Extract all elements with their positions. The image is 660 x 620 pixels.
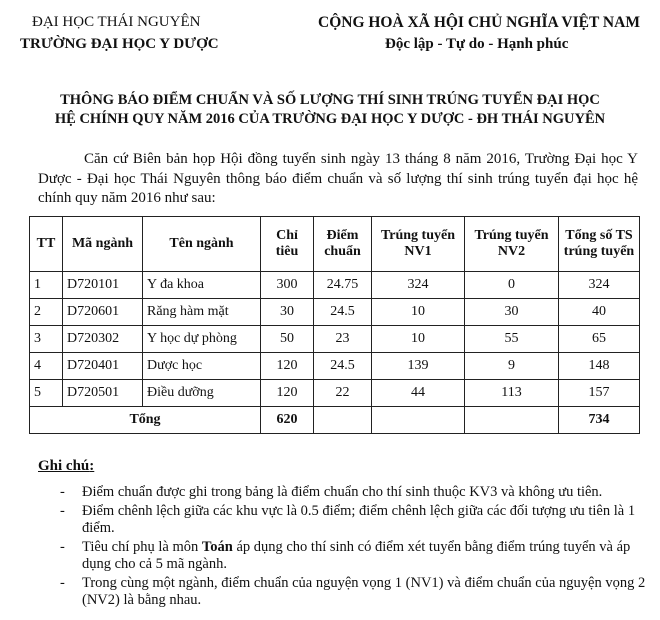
notes-list [60, 484, 648, 611]
cell-major: Y học dự phòng [143, 326, 261, 353]
note-text: Điểm chuẩn được ghi trong bảng là điểm chuẩn cho thí sinh thuộc KV3 và không ưu tiên. [82, 484, 603, 500]
note-item [60, 503, 648, 538]
cell-nv1: 324 [372, 272, 465, 299]
note-criteria-subject: Toán [201, 538, 233, 555]
note-item [60, 539, 648, 574]
note-text: Điểm chênh lệch giữa các khu vực là 0.5 điểm; điểm chênh lệch giữa các đối tượng ưu tiên là 1 điểm. [82, 502, 636, 536]
cell-nv2: 0 [465, 272, 559, 299]
cell-nv1: 10 [372, 299, 465, 326]
notes-heading-colon: : [89, 458, 95, 474]
cell-code: D720302 [63, 326, 143, 353]
table-row [30, 380, 640, 407]
cell-major: Điều dưỡng [143, 380, 261, 407]
cell-quota: 50 [261, 326, 314, 353]
motto: Độc lập - Tự do - Hạnh phúc [385, 36, 569, 52]
cell-quota: 120 [261, 380, 314, 407]
cell-nv2: 113 [465, 380, 559, 407]
country-header: CỘNG HOÀ XÃ HỘI CHỦ NGHĨA VIỆT NAM [318, 14, 640, 31]
table-row [30, 299, 640, 326]
cell-total: 157 [559, 380, 640, 407]
cell-code: D720401 [63, 353, 143, 380]
total-empty-cell [465, 407, 559, 434]
cell-code: D720601 [63, 299, 143, 326]
cell-tt: 5 [30, 380, 63, 407]
cell-tt: 3 [30, 326, 63, 353]
header-cell: Mã ngành [63, 217, 143, 272]
note-criteria-before: Tiêu chí phụ là môn [82, 538, 202, 555]
cell-code: D720501 [63, 380, 143, 407]
cell-nv1: 139 [372, 353, 465, 380]
header-cell: Điểm chuẩn [314, 217, 372, 272]
school-name: TRƯỜNG ĐẠI HỌC Y DƯỢC [20, 36, 219, 52]
note-item [60, 575, 648, 610]
header-cell: Tên ngành [143, 217, 261, 272]
intro-paragraph: Căn cứ Biên bản họp Hội đồng tuyển sinh ngày 13 tháng 8 năm 2016, Trường Đại học Y Dược - Đại học Thái Nguyên thông báo điểm chuẩn và số lượng thí sinh trúng tuyển đại học hệ chính quy năm 2016 như sau: [38, 151, 638, 206]
header-cell: TT [30, 217, 63, 272]
cell-major: Y đa khoa [143, 272, 261, 299]
cell-tt: 4 [30, 353, 63, 380]
cell-nv1: 44 [372, 380, 465, 407]
note-text: Trong cùng một ngành, điểm chuẩn của nguyện vọng 1 (NV1) và điểm chuẩn của nguyện vọng 2 (NV2) là bằng nhau. [82, 574, 646, 608]
total-row [30, 407, 640, 434]
cell-score: 24.5 [314, 353, 372, 380]
cell-total: 65 [559, 326, 640, 353]
cell-tt: 1 [30, 272, 63, 299]
cell-tt: 2 [30, 299, 63, 326]
cell-score: 22 [314, 380, 372, 407]
cell-nv2: 30 [465, 299, 559, 326]
cell-code: D720101 [63, 272, 143, 299]
cell-total: 324 [559, 272, 640, 299]
note-item [60, 484, 648, 502]
cell-score: 24.75 [314, 272, 372, 299]
table-header-row [30, 217, 640, 272]
note-dash: - [60, 484, 65, 500]
total-quota: 620 [261, 407, 314, 434]
table-row [30, 353, 640, 380]
title-line-2: HỆ CHÍNH QUY NĂM 2016 CỦA TRƯỜNG ĐẠI HỌC Y DƯỢC - ĐH THÁI NGUYÊN [54, 111, 606, 127]
header-cell: Tổng số TS trúng tuyển [559, 217, 640, 272]
total-empty-cell [372, 407, 465, 434]
total-empty-cell [314, 407, 372, 434]
cell-nv2: 55 [465, 326, 559, 353]
note-criteria-after: áp dụng cho thí sinh có điểm xét tuyển bằng điểm trúng tuyển và áp dụng cho cả 5 mã ngành. [82, 538, 631, 572]
cell-score: 24.5 [314, 299, 372, 326]
note-dash: - [60, 538, 65, 555]
title-line-1: THÔNG BÁO ĐIỂM CHUẨN VÀ SỐ LƯỢNG THÍ SINH TRÚNG TUYỂN ĐẠI HỌC [60, 92, 600, 108]
cell-total: 148 [559, 353, 640, 380]
total-label: Tổng [30, 407, 261, 434]
header-cell: Trúng tuyển NV2 [465, 217, 559, 272]
note-dash: - [60, 574, 65, 591]
cell-major: Dược học [143, 353, 261, 380]
cell-nv1: 10 [372, 326, 465, 353]
cell-quota: 120 [261, 353, 314, 380]
cell-total: 40 [559, 299, 640, 326]
cell-major: Răng hàm mặt [143, 299, 261, 326]
table-row [30, 326, 640, 353]
cell-score: 23 [314, 326, 372, 353]
university-name: ĐẠI HỌC THÁI NGUYÊN [32, 14, 201, 30]
cell-nv2: 9 [465, 353, 559, 380]
cell-quota: 30 [261, 299, 314, 326]
notes-heading [38, 458, 94, 475]
note-dash: - [60, 502, 65, 519]
header-cell: Chỉ tiêu [261, 217, 314, 272]
table-row [30, 272, 640, 299]
total-admitted: 734 [559, 407, 640, 434]
notes-heading-text: Ghi chú [38, 458, 90, 474]
cell-quota: 300 [261, 272, 314, 299]
header-cell: Trúng tuyển NV1 [372, 217, 465, 272]
admission-table [29, 216, 640, 434]
